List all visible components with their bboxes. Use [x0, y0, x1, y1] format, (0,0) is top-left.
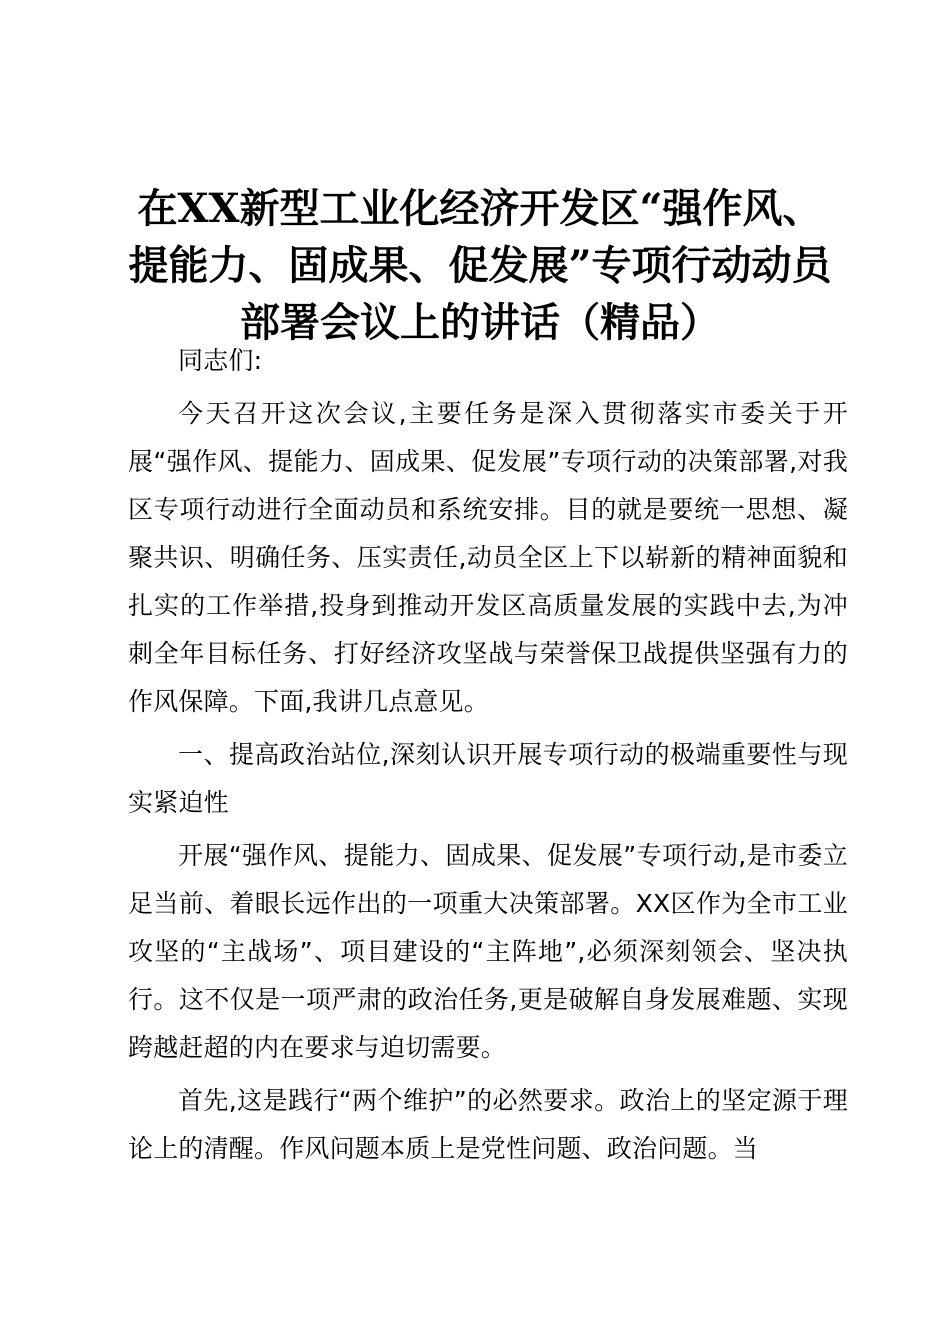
salutation: 同志们: — [178, 346, 263, 375]
paragraph-first-point: 首先,这是践行“两个维护”的必然要求。政治上的坚定源于理论上的清醒。作风问题本质上是党性问题、政治问题。当 — [128, 1086, 848, 1163]
document-title: 在XX新型工业化经济开发区“强作风、提能力、固成果、促发展”专项行动动员部署会议上的讲话（精品） — [128, 185, 832, 346]
paragraph-intro: 今天召开这次会议,主要任务是深入贯彻落实市委关于开展“强作风、提能力、固成果、促发展”专项行动的决策部署,对我区专项行动进行全面动员和系统安排。目的就是要统一思想、凝聚共识、明确任务、压实责任,动员全区上下以崭新的精神面貌和扎实的工作举措,投身到推动开发区高质量发展的实践中去,为冲刺全年目标任务、打好经济攻坚战与荣誉保卫战提供坚强有力的作风保障。下面,我讲几点意见。 — [128, 399, 848, 716]
paragraph-section-1: 开展“强作风、提能力、固成果、促发展”专项行动,是市委立足当前、着眼长远作出的一项重大决策部署。XX区作为全市工业攻坚的“主战场”、项目建设的“主阵地”,必须深刻领会、坚决执行。这不仅是一项严肃的政治任务,更是破解自身发展难题、实现跨越赶超的内在要求与迫切需要。 — [128, 841, 848, 1062]
section-heading-1: 一、提高政治站位,深刻认识开展专项行动的极端重要性与现实紧迫性 — [128, 740, 848, 817]
document-body — [128, 337, 848, 1178]
